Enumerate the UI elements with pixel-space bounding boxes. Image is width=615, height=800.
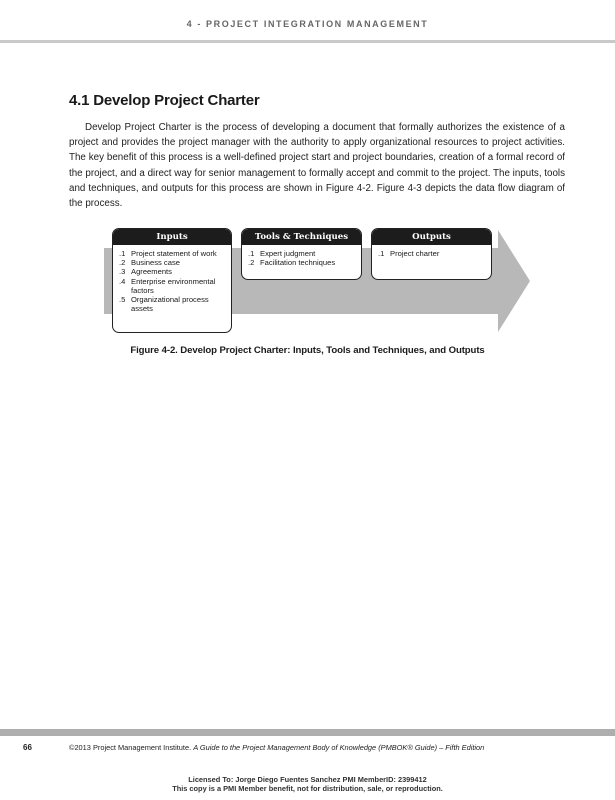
item-number: .4: [119, 276, 126, 286]
copyright-notice: ©2013 Project Management Institute.: [69, 743, 192, 752]
item-number: .1: [248, 249, 255, 258]
list-item: [378, 249, 487, 258]
item-number: .2: [119, 258, 126, 268]
outputs-box: [371, 228, 492, 280]
tools-techniques-box: [241, 228, 362, 280]
license-line-1: Licensed To: Jorge Diego Fuentes Sanchez PMI MemberID: 2399412: [188, 775, 427, 784]
license-notice: [0, 776, 615, 793]
footer-copyright: [69, 743, 484, 752]
itto-figure: [100, 226, 532, 336]
item-number: .3: [119, 267, 126, 277]
license-line-2: This copy is a PMI Member benefit, not for distribution, sale, or reproduction.: [172, 783, 443, 793]
item-number: .2: [248, 258, 255, 268]
book-title: A Guide to the Project Management Body of Knowledge (PMBOK® Guide) – Fifth Edition: [193, 743, 485, 752]
inputs-list: [113, 245, 231, 317]
inputs-box: [112, 228, 232, 333]
outputs-header: Outputs: [372, 229, 491, 245]
item-text: Expert judgment: [260, 249, 316, 258]
page-number: 66: [23, 743, 32, 752]
list-item: [119, 277, 227, 295]
item-text: Organizational process assets: [131, 295, 209, 314]
item-text: Project charter: [390, 249, 440, 258]
list-item: [248, 249, 357, 258]
list-item: [119, 267, 227, 276]
item-text: Facilitation techniques: [260, 258, 336, 268]
running-header: [0, 0, 615, 44]
figure-caption: Figure 4-2. Develop Project Charter: Inputs, Tools and Techniques, and Outputs: [130, 345, 485, 356]
item-text: Business case: [131, 258, 180, 268]
header-rule: [0, 40, 615, 43]
list-item: [248, 258, 357, 267]
list-item: [119, 295, 227, 313]
section-title: 4.1 Develop Project Charter: [69, 92, 260, 109]
item-number: .5: [119, 295, 126, 305]
item-text: Agreements: [131, 267, 172, 277]
item-text: Project statement of work: [131, 249, 217, 258]
item-text: Enterprise environmental factors: [131, 276, 216, 295]
list-item: [119, 249, 227, 258]
item-number: .1: [378, 249, 385, 258]
item-number: .1: [119, 249, 126, 258]
footer-rule: [0, 729, 615, 736]
inputs-header: Inputs: [113, 229, 231, 245]
section-body-paragraph: Develop Project Charter is the process of developing a document that formally authorizes the existence of a project and provides the project manager with the authority to apply organizational resources to project activities. The key benefit of this process is a well-defined project start and project boundaries, creation of a formal record of the project, and a direct way for senior management to formally accept and commit to the project. The inputs, tools and techniques, and outputs for this process are shown in Figure 4-2. Figure 4-3 depicts the data flow diagram of the process.: [69, 122, 565, 210]
tools-techniques-list: [242, 245, 361, 271]
running-header-title: 4 - PROJECT INTEGRATION MANAGEMENT: [186, 19, 429, 29]
tools-techniques-header: Tools & Techniques: [242, 229, 361, 245]
outputs-list: [372, 245, 491, 262]
list-item: [119, 258, 227, 267]
